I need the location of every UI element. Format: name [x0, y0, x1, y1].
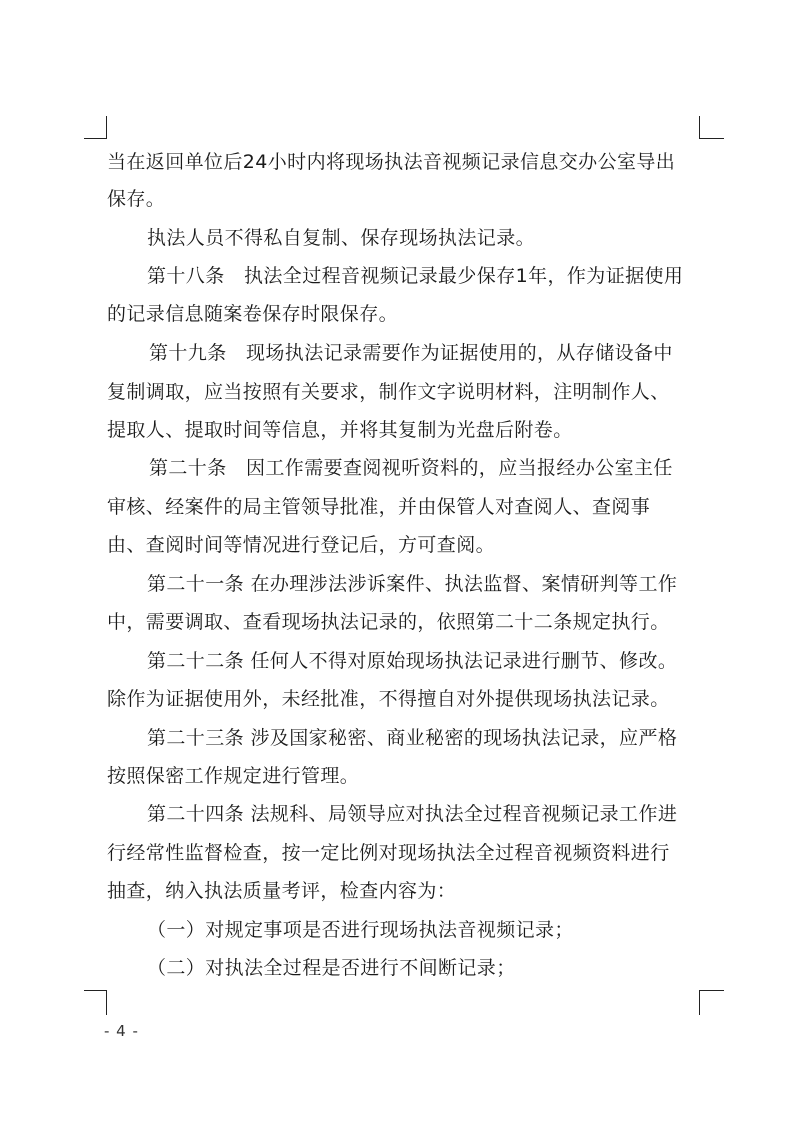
text-line: 第二十二条 任何人不得对原始现场执法记录进行删节、修改。: [147, 650, 678, 672]
text-line: 审核、经案件的局主管领导批准，并由保管人对查阅人、查阅事: [107, 496, 651, 518]
text-line: 抽查，纳入执法质量考评，检查内容为：: [107, 880, 457, 902]
text-line: 中，需要调取、查看现场执法记录的，依照第二十二条规定执行。: [107, 611, 670, 633]
text-line: 第十八条 执法全过程音视频记录最少保存1年，作为证据使用: [147, 265, 684, 287]
text-line: 的记录信息随案卷保存时限保存。: [107, 303, 399, 325]
text-line: 第二十一条 在办理涉法涉诉案件、执法监督、案情研判等工作: [147, 573, 678, 595]
text-line: 第十九条 现场执法记录需要作为证据使用的，从存储设备中: [149, 342, 673, 364]
text-line: （一）对规定事项是否进行现场执法音视频记录；: [147, 919, 574, 941]
text-line: （二）对执法全过程是否进行不间断记录；: [147, 957, 516, 979]
crop-mark-top-left: [84, 116, 107, 139]
text-line: 当在返回单位后24小时内将现场执法音视频记录信息交办公室导出: [107, 151, 676, 173]
text-line: 第二十条 因工作需要查阅视听资料的，应当报经办公室主任: [149, 457, 673, 479]
text-line: 保存。: [107, 188, 166, 210]
crop-mark-bottom-right: [699, 990, 724, 1015]
text-line: 执法人员不得私自复制、保存现场执法记录。: [147, 227, 536, 249]
text-line: 第二十四条 法规科、局领导应对执法全过程音视频记录工作进: [147, 803, 678, 825]
page-number: - 4 -: [104, 1022, 139, 1040]
text-line: 除作为证据使用外，未经批准，不得擅自对外提供现场执法记录。: [107, 688, 670, 710]
text-line: 提取人、提取时间等信息，并将其复制为光盘后附卷。: [107, 419, 573, 441]
text-line: 行经常性监督检查，按一定比例对现场执法全过程音视频资料进行: [107, 842, 670, 864]
crop-mark-bottom-left: [84, 990, 107, 1015]
text-line: 按照保密工作规定进行管理。: [107, 765, 360, 787]
crop-mark-top-right: [699, 116, 724, 139]
text-line: 复制调取，应当按照有关要求，制作文字说明材料，注明制作人、: [107, 381, 670, 403]
text-line: 由、查阅时间等情况进行登记后，方可查阅。: [107, 534, 496, 556]
text-line: 第二十三条 涉及国家秘密、商业秘密的现场执法记录，应严格: [147, 727, 678, 749]
